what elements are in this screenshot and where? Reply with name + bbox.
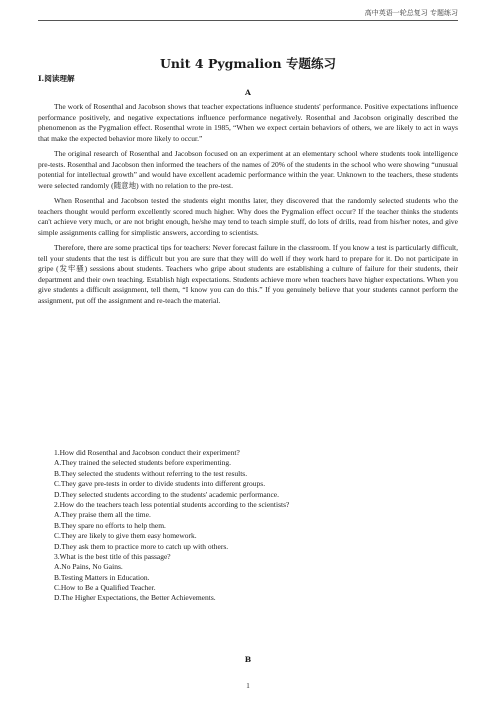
- passage-paragraph: The original research of Rosenthal and Jacobson focused on an experiment at an elementary school where students took intelligence pre-tests. Rosenthal and Jacobson then informed the teachers of the names of 20% of the students in the school who were showing “unusual potential for intellectual growth” and would have excellent academic performance within the year. Unknown to the teachers, these students were selected randomly (随意地) with no relation to the pre-test.: [38, 149, 458, 190]
- passage-b-label: B: [244, 655, 252, 664]
- answer-option: B.They selected the students without referring to the test results.: [54, 468, 248, 478]
- header-divider: [38, 20, 458, 21]
- answer-option: C.They are likely to give them easy homework.: [54, 531, 197, 541]
- question-stem: 2.How do the teachers teach less potential students according to the scientists?: [54, 499, 290, 509]
- answer-option: B.They spare no efforts to help them.: [54, 520, 166, 530]
- answer-option: A.They trained the selected students before experimenting.: [54, 458, 232, 468]
- section-heading: I.阅读理解: [38, 74, 75, 83]
- answer-option: B.Testing Matters in Education.: [54, 572, 150, 582]
- passage-a-body: [38, 102, 458, 306]
- passage-a-label: A: [245, 88, 251, 97]
- question-list: [38, 448, 458, 604]
- answer-option: D.They ask them to practice more to catch up with others.: [54, 541, 229, 551]
- passage-paragraph: The work of Rosenthal and Jacobson shows that teacher expectations influence students' performance. Positive expectations influence performance positively, and negative expectations influence performance negatively. Rosenthal and Jacobson originally described the phenomenon as the Pygmalion effect. Rosenthal wrote in 1985, “When we expect certain behaviors of others, we are likely to act in ways that make the expected behavior more likely to occur.”: [38, 102, 458, 143]
- answer-option: D.They selected students according to the students' academic performance.: [54, 489, 280, 499]
- answer-option: D.The Higher Expectations, the Better Achievements.: [54, 593, 216, 603]
- question-stem: 1.How did Rosenthal and Jacobson conduct their experiment?: [54, 448, 240, 457]
- answer-option: A.No Pains, No Gains.: [54, 562, 123, 572]
- question-stem: 3.What is the best title of this passage?: [54, 551, 171, 561]
- answer-option: C.How to Be a Qualified Teacher.: [54, 583, 156, 593]
- answer-option: C.They gave pre-tests in order to divide students into different groups.: [54, 479, 266, 489]
- document-title: Unit 4 Pygmalion 专题练习: [160, 56, 336, 71]
- page-number: 1: [246, 682, 250, 690]
- running-header: 高中英语一轮总复习 专题练习: [364, 9, 458, 17]
- passage-paragraph: Therefore, there are some practical tips for teachers: Never forecast failure in the classroom. If you know a test is particularly difficult, tell your students that the test is difficult but you are sure that they will do well if they work hard to prepare for it. Do not participate in gripe (发牢骚) sessions about students. Teachers who gripe about students are establishing a culture of failure for their students, their department and their own teaching. Establish high expectations. Students achieve more when teachers have higher expectations. When you give students a difficult assignment, tell them, “I know you can do this.” If you genuinely believe that your students cannot perform the assignment, put off the assignment and re-teach the material.: [38, 243, 458, 305]
- answer-option: A.They praise them all the time.: [54, 510, 151, 520]
- passage-paragraph: When Rosenthal and Jacobson tested the students eight months later, they discovered that the randomly selected students who the teachers thought would perform excellently scored much higher. Why does the Pygmalion effect occur? If the teacher thinks the students can't achieve very much, or are not bright enough, he/she may tend to teach simple stuff, do lots of drills, read from his/her notes, and give simple assignments calling for simplistic answers, according to scientists.: [38, 196, 458, 237]
